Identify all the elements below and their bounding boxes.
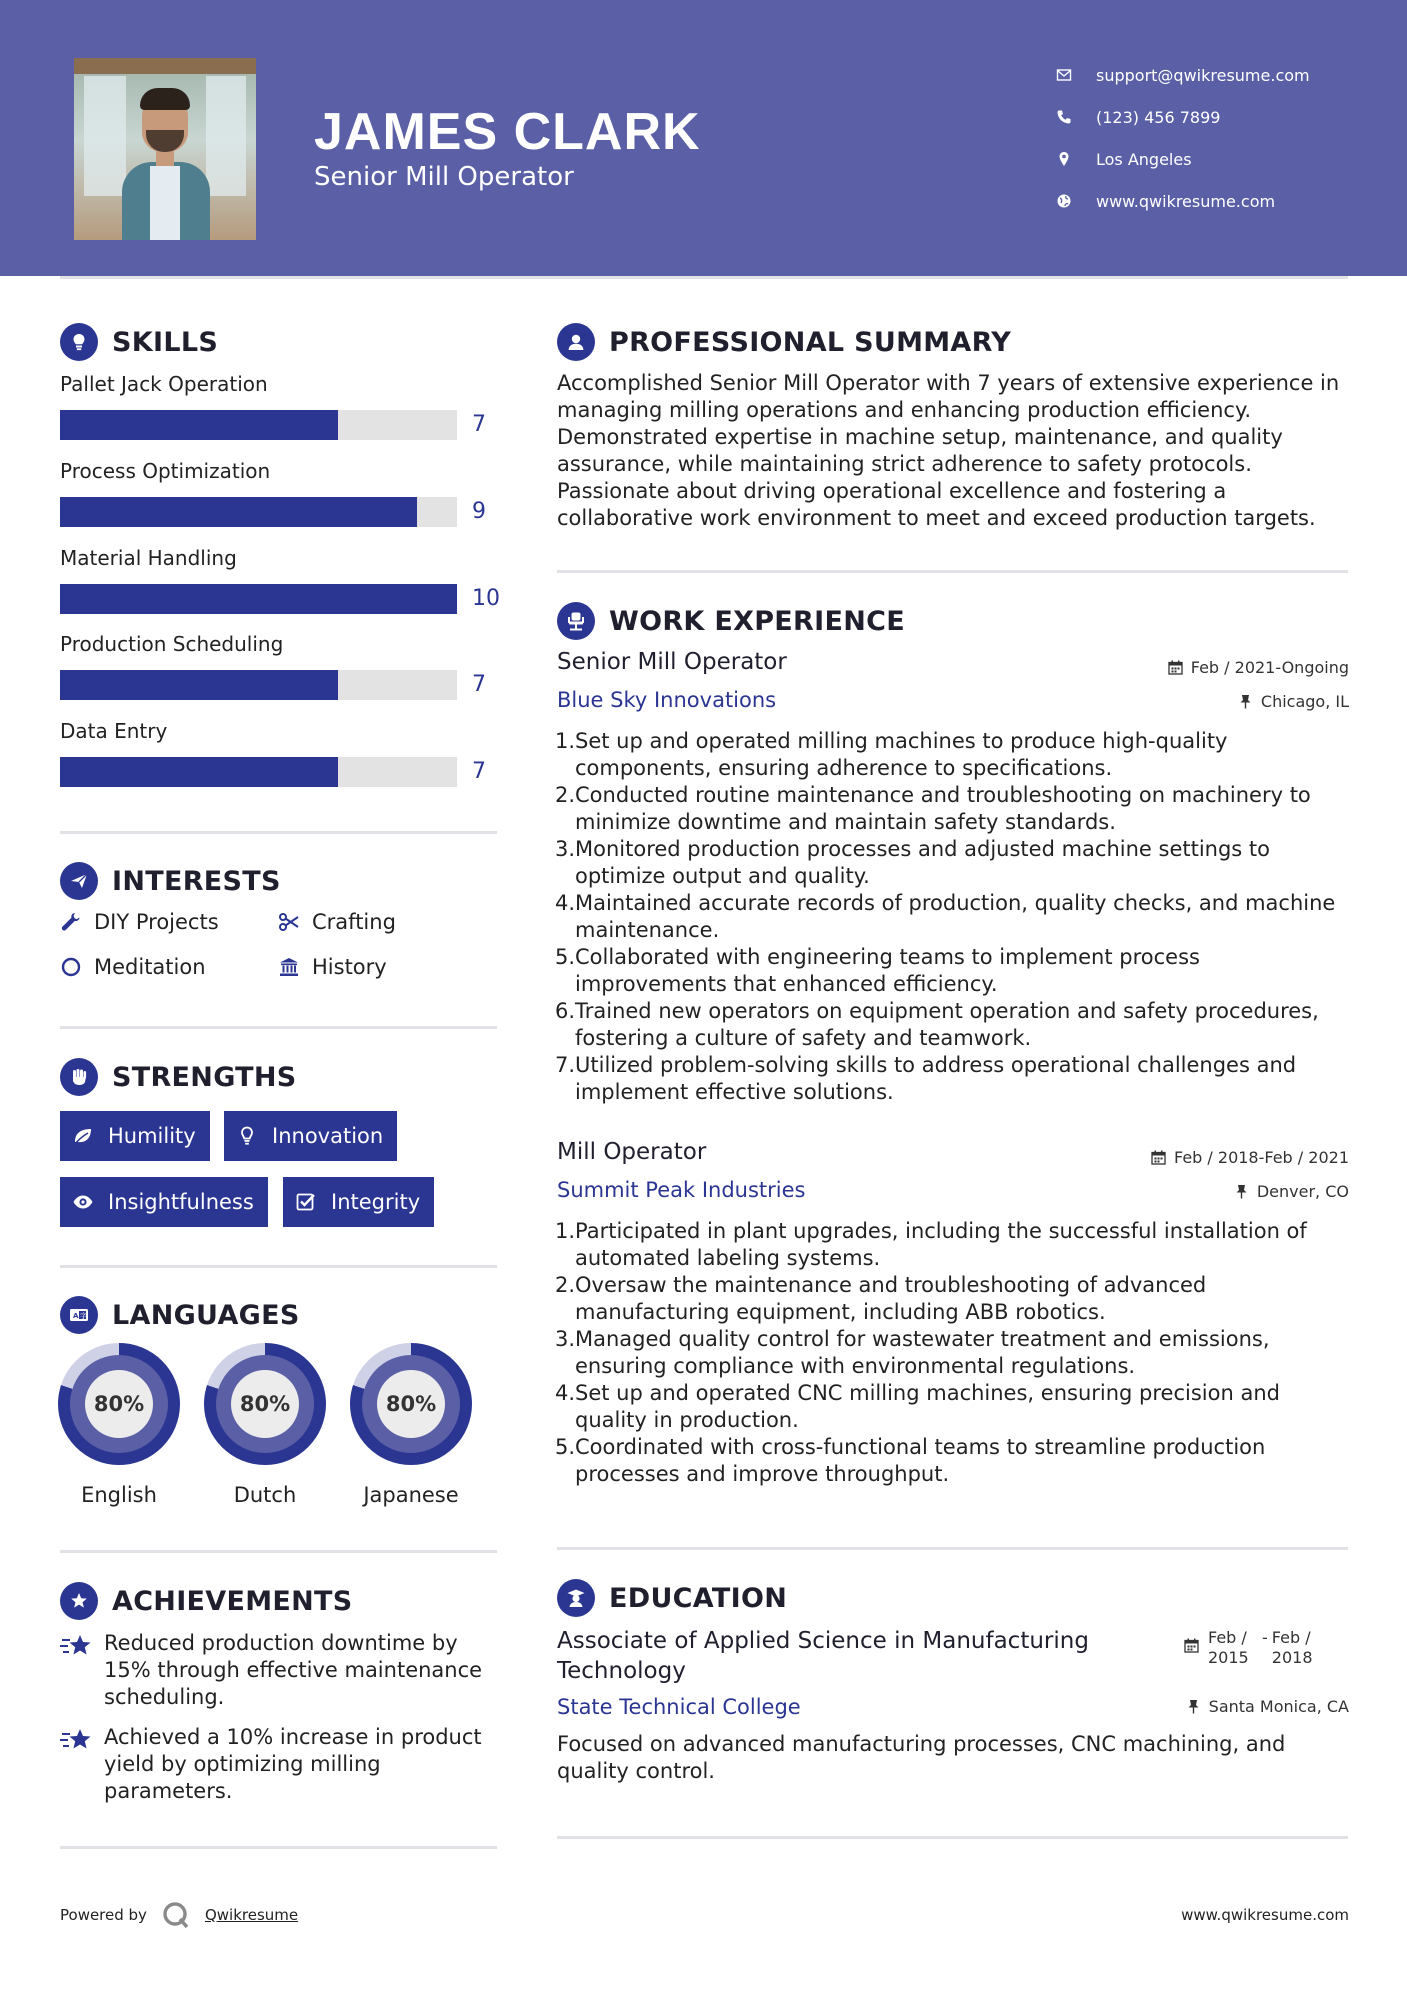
- envelope-icon: [1050, 67, 1078, 83]
- leaf-icon: [72, 1125, 94, 1147]
- paper-plane-icon: [60, 862, 98, 900]
- section-divider: [60, 1265, 497, 1268]
- achievement-item: [60, 1630, 500, 1711]
- language-donut: [58, 1343, 180, 1465]
- duty-item: 5. Coordinated with cross-functional teams to streamline production processes and improve throughput.: [554, 1435, 1266, 1486]
- resume-header: [0, 0, 1407, 276]
- strength-label: Integrity: [331, 1190, 421, 1214]
- interests-heading-label: INTERESTS: [112, 865, 281, 897]
- scissors-icon: [278, 911, 300, 933]
- education-heading: [557, 1579, 787, 1617]
- fist-icon: [60, 1058, 98, 1096]
- duty-text: Set up and operated milling machines to produce high-quality components, ensuring adherence to specifications.: [575, 729, 1228, 780]
- skill-name: Process Optimization: [60, 459, 271, 483]
- skill-value: 10: [472, 586, 500, 611]
- experience-heading-label: WORK EXPERIENCE: [609, 605, 905, 637]
- education-end: Feb / 2018: [1271, 1628, 1313, 1667]
- job-duties: [554, 728, 1357, 1106]
- duty-text: Collaborated with engineering teams to implement process improvements that enhanced efficiency.: [575, 945, 1200, 996]
- contact-email-text: support@qwikresume.com: [1096, 65, 1310, 85]
- duty-text: Monitored production processes and adjusted machine settings to optimize output and quality.: [575, 837, 1271, 888]
- pushpin-icon: [1186, 1699, 1201, 1714]
- svg-text:A: A: [73, 1312, 79, 1320]
- strength-tag: [224, 1111, 397, 1161]
- calendar-icon: [1184, 1638, 1199, 1653]
- job-title: Senior Mill Operator: [557, 649, 787, 675]
- section-divider: [557, 570, 1348, 573]
- achievement-item: [60, 1724, 500, 1805]
- skill-name: Material Handling: [60, 546, 237, 570]
- calendar-icon: [1168, 660, 1183, 675]
- education-heading-label: EDUCATION: [609, 1582, 788, 1614]
- star-badge-icon: [60, 1582, 98, 1620]
- summary-text: Accomplished Senior Mill Operator with 7 years of extensive experience in managing milling operations and enhancing production efficiency. Demonstrated expertise in machine setup, maintenance, and quality assurance, while maintaining strict adherence to safety protocols. Passionate about driving operational excellence and fostering a collaborative work environment to meet and exceed production targets.: [557, 371, 1340, 530]
- skill-bar-fill: [60, 584, 457, 614]
- skill-value: 7: [472, 412, 486, 437]
- skill-value: 7: [472, 759, 486, 784]
- user-icon: [557, 323, 595, 361]
- education-description: Focused on advanced manufacturing processes, CNC machining, and quality control.: [557, 1732, 1286, 1783]
- section-divider: [60, 1846, 497, 1849]
- powered-by-label: Powered by: [60, 1906, 147, 1924]
- check-square-icon: [295, 1191, 317, 1213]
- interests-heading: [60, 862, 281, 900]
- interest-item: [60, 910, 219, 934]
- interest-item: [278, 955, 387, 979]
- strength-label: Innovation: [272, 1124, 384, 1148]
- language-name: Dutch: [233, 1483, 297, 1507]
- contact-email[interactable]: [1050, 54, 1310, 96]
- calendar-icon: [1151, 1150, 1166, 1165]
- skill-bar-fill: [60, 670, 338, 700]
- svg-text:字: 字: [80, 1312, 87, 1320]
- company-name: Summit Peak Industries: [557, 1178, 806, 1202]
- duty-item: 6. Trained new operators on equipment operation and safety procedures, fostering a culture of safety and teamwork.: [554, 999, 1319, 1050]
- interest-label: Crafting: [312, 910, 396, 934]
- pushpin-icon: [1238, 694, 1253, 709]
- skill-bar-fill: [60, 497, 417, 527]
- job-location: [1234, 1182, 1349, 1201]
- footer-powered-by: [60, 1900, 298, 1930]
- duty-text: Maintained accurate records of production, quality checks, and machine maintenance.: [575, 891, 1336, 942]
- section-divider: [557, 1836, 1348, 1839]
- skill-name: Data Entry: [60, 719, 168, 743]
- interest-label: Meditation: [94, 955, 206, 979]
- section-divider: [60, 1550, 497, 1553]
- section-divider: [60, 1026, 497, 1029]
- job-location: [1238, 692, 1349, 711]
- achievements-heading: [60, 1582, 353, 1620]
- strengths-heading-label: STRENGTHS: [112, 1061, 297, 1093]
- skill-name: Production Scheduling: [60, 632, 284, 656]
- duty-item: 4. Set up and operated CNC milling machines, ensuring precision and quality in production.: [554, 1381, 1280, 1432]
- achievement-text: Reduced production downtime by 15% through effective maintenance scheduling.: [104, 1631, 483, 1709]
- language-percent: 80%: [85, 1370, 153, 1438]
- strength-label: Humility: [108, 1124, 196, 1148]
- star-icon: [60, 1632, 94, 1662]
- duty-item: 1. Set up and operated milling machines to produce high-quality components, ensuring adherence to specifications.: [554, 729, 1228, 780]
- duty-text: Trained new operators on equipment operation and safety procedures, fostering a culture of safety and teamwork.: [575, 999, 1319, 1050]
- languages-heading: [60, 1296, 300, 1334]
- profile-photo: [74, 58, 256, 240]
- duty-item: 4. Maintained accurate records of production, quality checks, and machine maintenance.: [554, 891, 1336, 942]
- skill-bar-fill: [60, 757, 338, 787]
- skill-item: [60, 372, 500, 437]
- contact-phone-text: (123) 456 7899: [1096, 107, 1221, 127]
- education-location-text: Santa Monica, CA: [1208, 1697, 1349, 1716]
- language-name: Japanese: [363, 1483, 459, 1507]
- interest-label: History: [312, 955, 387, 979]
- job-dates: [1151, 1148, 1349, 1167]
- skill-name: Pallet Jack Operation: [60, 372, 268, 396]
- contact-website-text: www.qwikresume.com: [1096, 191, 1276, 211]
- skill-bar-fill: [60, 410, 338, 440]
- education-start: Feb / 2015: [1208, 1628, 1249, 1667]
- languages-heading-label: LANGUAGES: [112, 1299, 300, 1331]
- achievement-text: Achieved a 10% increase in product yield by optimizing milling parameters.: [104, 1725, 482, 1803]
- skill-bar: [60, 757, 457, 787]
- globe-icon: [1050, 193, 1078, 209]
- language-item: [57, 1343, 181, 1507]
- language-name: English: [81, 1483, 157, 1507]
- interest-item: [60, 955, 206, 979]
- duty-item: 3. Managed quality control for wastewater treatment and emissions, ensuring compliance with environmental regulations.: [554, 1327, 1270, 1378]
- company-name: Blue Sky Innovations: [557, 688, 777, 712]
- duty-text: Utilized problem-solving skills to address operational challenges and implement effective solutions.: [575, 1053, 1297, 1104]
- candidate-name: JAMES CLARK: [314, 103, 701, 161]
- wrench-icon: [60, 911, 82, 933]
- skill-bar: [60, 497, 457, 527]
- skill-bar: [60, 410, 457, 440]
- pushpin-icon: [1234, 1184, 1249, 1199]
- section-divider: [60, 831, 497, 834]
- education-location: [1186, 1697, 1349, 1716]
- duty-item: 7. Utilized problem-solving skills to address operational challenges and implement effective solutions.: [554, 1053, 1297, 1104]
- achievements-heading-label: ACHIEVEMENTS: [112, 1585, 353, 1617]
- language-item: [349, 1343, 473, 1507]
- eye-icon: [72, 1191, 94, 1213]
- contact-list: [1050, 54, 1310, 222]
- strength-tag: [60, 1111, 210, 1161]
- museum-icon: [278, 956, 300, 978]
- job-duties: [554, 1218, 1357, 1488]
- strength-label: Insightfulness: [108, 1190, 254, 1214]
- duty-text: Coordinated with cross-functional teams to streamline production processes and improve throughput.: [575, 1435, 1266, 1486]
- skill-value: 9: [472, 499, 486, 524]
- lightbulb-icon: [236, 1125, 258, 1147]
- strength-tag: [283, 1177, 434, 1227]
- duty-text: Set up and operated CNC milling machines, ensuring precision and quality in production.: [575, 1381, 1280, 1432]
- duty-item: 5. Collaborated with engineering teams to implement process improvements that enhanced efficiency.: [554, 945, 1200, 996]
- language-donut: [350, 1343, 472, 1465]
- interest-item: [278, 910, 396, 934]
- header-divider: [60, 276, 1348, 279]
- language-icon: [60, 1296, 98, 1334]
- skill-item: [60, 719, 500, 784]
- phone-icon: [1050, 109, 1078, 125]
- star-icon: [60, 1726, 94, 1756]
- duty-item: 2. Conducted routine maintenance and troubleshooting on machinery to minimize downtime and maintain safety standards.: [554, 783, 1311, 834]
- job-title: Mill Operator: [557, 1139, 707, 1165]
- interest-label: DIY Projects: [94, 910, 219, 934]
- contact-location-text: Los Angeles: [1096, 149, 1192, 169]
- strengths-heading: [60, 1058, 297, 1096]
- contact-website[interactable]: [1050, 180, 1310, 222]
- duty-text: Conducted routine maintenance and troubleshooting on machinery to minimize downtime and maintain safety standards.: [575, 783, 1311, 834]
- skill-value: 7: [472, 672, 486, 697]
- duty-text: Managed quality control for wastewater treatment and emissions, ensuring compliance with environmental regulations.: [575, 1327, 1270, 1378]
- duty-item: 3. Monitored production processes and adjusted machine settings to optimize output and quality.: [554, 837, 1271, 888]
- strength-tag: [60, 1177, 268, 1227]
- contact-location: [1050, 138, 1310, 180]
- skill-bar: [60, 584, 457, 614]
- job-location-text: Denver, CO: [1256, 1182, 1349, 1201]
- skill-item: [60, 546, 500, 611]
- graduate-icon: [557, 1579, 595, 1617]
- language-percent: 80%: [231, 1370, 299, 1438]
- language-item: [203, 1343, 327, 1507]
- language-donut: [204, 1343, 326, 1465]
- degree-title: Associate of Applied Science in Manufacturing Technology: [557, 1628, 1089, 1684]
- section-divider: [557, 1547, 1348, 1550]
- summary-heading-label: PROFESSIONAL SUMMARY: [609, 326, 1012, 358]
- duty-text: Participated in plant upgrades, including the successful installation of automated labeling systems.: [575, 1219, 1307, 1270]
- circle-icon: [60, 956, 82, 978]
- job-dates-text: Feb / 2018-Feb / 2021: [1174, 1148, 1349, 1167]
- candidate-title: Senior Mill Operator: [314, 162, 574, 192]
- job-location-text: Chicago, IL: [1260, 692, 1349, 711]
- experience-heading: [557, 602, 905, 640]
- skill-item: [60, 459, 500, 524]
- map-pin-icon: [1050, 151, 1078, 167]
- duty-text: Oversaw the maintenance and troubleshooting of advanced manufacturing equipment, including ABB robotics.: [575, 1273, 1207, 1324]
- job-dates: [1168, 658, 1349, 677]
- school-name: State Technical College: [557, 1695, 801, 1719]
- education-dates: Feb / 2015 - Feb / 2018: [1184, 1628, 1322, 1668]
- duty-item: 2. Oversaw the maintenance and troubleshooting of advanced manufacturing equipment, including ABB robotics.: [554, 1273, 1207, 1324]
- summary-heading: [557, 323, 1011, 361]
- language-percent: 80%: [377, 1370, 445, 1438]
- contact-phone[interactable]: [1050, 96, 1310, 138]
- footer-website[interactable]: www.qwikresume.com: [1181, 1906, 1349, 1924]
- job-dates-text: Feb / 2021-Ongoing: [1190, 658, 1349, 677]
- skill-bar: [60, 670, 457, 700]
- skills-heading: [60, 323, 218, 361]
- skills-heading-label: SKILLS: [112, 326, 219, 358]
- office-chair-icon: [557, 602, 595, 640]
- duty-item: 1. Participated in plant upgrades, including the successful installation of automated labeling systems.: [554, 1219, 1307, 1270]
- qwikresume-logo-icon: [161, 1900, 191, 1930]
- qwikresume-link[interactable]: Qwikresume: [204, 1906, 299, 1924]
- lightbulb-icon: [60, 323, 98, 361]
- skill-item: [60, 632, 500, 697]
